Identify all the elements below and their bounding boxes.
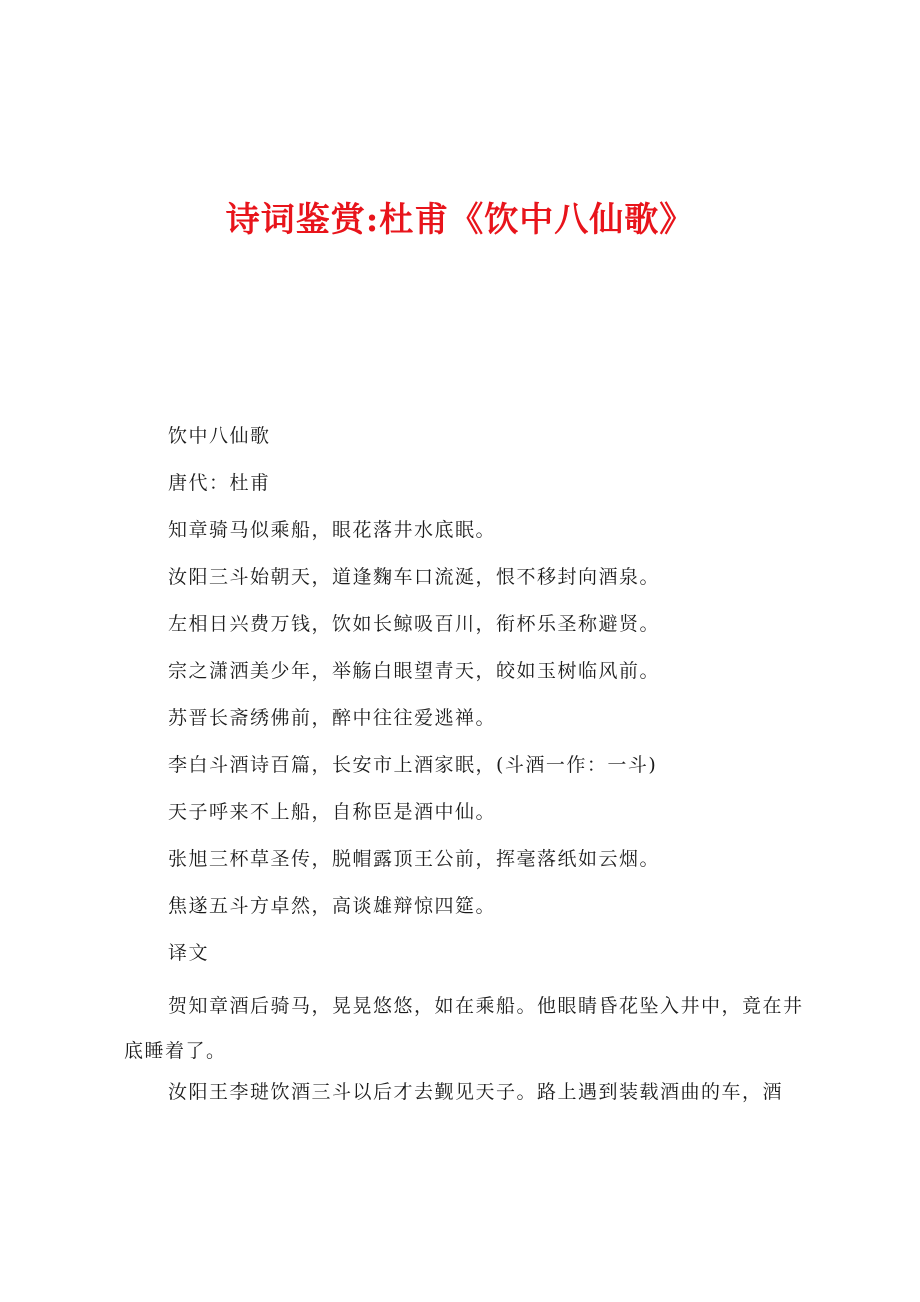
poem-line: 宗之潇洒美少年，举觞白眼望青天，皎如玉树临风前。 [168,660,661,682]
poem-line: 李白斗酒诗百篇，长安市上酒家眠，(斗酒一作：一斗) [168,754,658,776]
document-title: 诗词鉴赏:杜甫《饮中八仙歌》 [225,200,695,240]
poem-line: 汝阳三斗始朝天，道逢麴车口流涎，恨不移封向酒泉。 [168,566,661,588]
poem-line: 张旭三杯草圣传，脱帽露顶王公前，挥毫落纸如云烟。 [168,848,661,870]
poem-line: 苏晋长斋绣佛前，醉中往往爱逃禅。 [168,707,497,729]
poem-line: 天子呼来不上船，自称臣是酒中仙。 [168,801,497,823]
translation-paragraph: 汝阳王李琎饮酒三斗以后才去觐见天子。路上遇到装载酒曲的车，酒 [168,1081,784,1103]
poem-line: 知章骑马似乘船，眼花落井水底眠。 [168,519,497,541]
poem-line: 左相日兴费万钱，饮如长鲸吸百川，衔杯乐圣称避贤。 [168,613,661,635]
document-body [124,420,808,1123]
poem-author: 唐代：杜甫 [168,472,271,494]
poem-title: 饮中八仙歌 [168,425,271,447]
translation-paragraph: 贺知章酒后骑马，晃晃悠悠，如在乘船。他眼睛昏花坠入井中，竟在井底睡着了。 [124,995,804,1062]
translation-heading: 译文 [168,942,210,964]
poem-line: 焦遂五斗方卓然，高谈雄辩惊四筵。 [168,895,497,917]
